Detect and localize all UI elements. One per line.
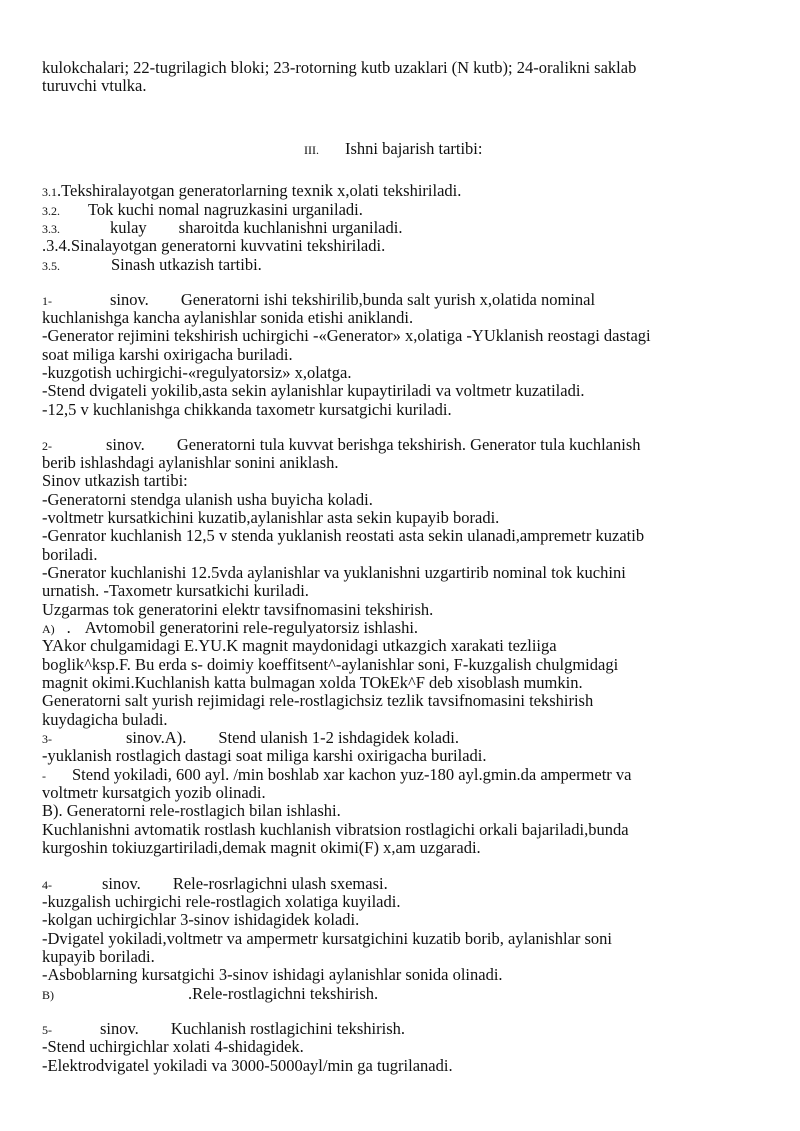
heading-text: Ishni bajarish tartibi: <box>345 139 483 158</box>
test-4-line: -kuzgalish uchirgichi rele-rostlagich xolatiga kuyiladi. <box>42 892 401 911</box>
section-heading <box>304 139 482 160</box>
intro-line: turuvchi vtulka. <box>42 76 147 95</box>
subsection-a-line: boglik^ksp.F. Bu erda s- doimiy koeffitsent^-aylanishlar soni, F-kuzgalish chulgmidagi <box>42 655 619 674</box>
test-3-line: B). Generatorni rele-rostlagich bilan ishlashi. <box>42 801 341 820</box>
test-3-line: kurgoshin tokiuzgartiriladi,demak magnit okimi(F) x,am uzgaradi. <box>42 838 481 857</box>
intro-line: kulokchalari; 22-tugrilagich bloki; 23-rotorning kutb uzaklari (N kutb); 24-oralikni saklab <box>42 58 637 77</box>
subsection-a-line: magnit okimi.Kuchlanish katta bulmagan xolda TOkEk^F deb xisoblash mumkin. <box>42 673 583 692</box>
test-3-line: -yuklanish rostlagich dastagi soat miliga karshi oxirigacha buriladi. <box>42 746 487 765</box>
subsection-a-line: YAkor chulgamidagi E.YU.K magnit maydonidagi utkazgich xarakati tezliiga <box>42 636 557 655</box>
step-item: 3.2. Tok kuchi nomal nagruzkasini urganiladi. <box>42 200 363 219</box>
step-item: .3.4.Sinalayotgan generatorni kuvvatini tekshiriladi. <box>42 236 386 255</box>
test-1-title: 1- sinov. Generatorni ishi tekshirilib,bunda salt yurish x,olatida nominal <box>42 290 596 309</box>
test-2-line: boriladi. <box>42 545 98 564</box>
step-item: 3.1.Tekshiralayotgan generatorlarning texnik x,olati tekshiriladi. <box>42 181 462 200</box>
subsection-b-title: B) .Rele-rostlagichni tekshirish. <box>42 984 379 1003</box>
test-3-line: voltmetr kursatgich yozib olinadi. <box>42 783 266 802</box>
test-1-line: kuchlanishga kancha aylanishlar sonida etishi aniklandi. <box>42 308 414 327</box>
test-2-line: berib ishlashdagi aylanishlar sonini aniklash. <box>42 453 339 472</box>
test-4-title: 4- sinov. Rele-rosrlagichni ulash sxemasi. <box>42 874 388 893</box>
test-2-line: -voltmetr kursatkichini kuzatib,aylanishlar asta sekin kupayib boradi. <box>42 508 500 527</box>
test-5-line: -Stend uchirgichlar xolati 4-shidagidek. <box>42 1037 304 1056</box>
step-item: 3.5. Sinash utkazish tartibi. <box>42 255 262 274</box>
test-1-line: -Stend dvigateli yokilib,asta sekin aylanishlar kupaytiriladi va voltmetr kuzatiladi. <box>42 381 585 400</box>
test-3-line: Kuchlanishni avtomatik rostlash kuchlanish vibratsion rostlagichi orkali bajariladi,bunda <box>42 820 629 839</box>
test-1-line: soat miliga karshi oxirigacha buriladi. <box>42 345 293 364</box>
test-2-line: -Genrator kuchlanish 12,5 v stenda yuklanish reostati asta sekin ulanadi,ampremetr kuzatib <box>42 526 645 545</box>
test-2-line: urnatish. -Taxometr kursatkichi kuriladi. <box>42 581 309 600</box>
test-1-line: -12,5 v kuchlanishga chikkanda taxometr kursatgichi kuriladi. <box>42 400 452 419</box>
test-2-line: -Gnerator kuchlanishi 12.5vda aylanishlar va yuklanishni uzgartirib nominal tok kuchini <box>42 563 626 582</box>
test-3-line: - Stend yokiladi, 600 ayl. /min boshlab xar kachon yuz-180 ayl.gmin.da ampermetr va <box>42 765 632 784</box>
test-1-line: -kuzgotish uchirgichi-«regulyatorsiz» x,olatga. <box>42 363 352 382</box>
subsection-a-line: kuydagicha buladi. <box>42 710 168 729</box>
test-5-line: -Elektrodvigatel yokiladi va 3000-5000ayl/min ga tugrilanadi. <box>42 1056 453 1075</box>
test-4-line: -Asboblarning kursatgichi 3-sinov ishidagi aylanishlar sonida olinadi. <box>42 965 503 984</box>
test-5-title: 5- sinov. Kuchlanish rostlagichini tekshirish. <box>42 1019 405 1038</box>
test-4-line: -Dvigatel yokiladi,voltmetr va ampermetr kursatgichini kuzatib borib, aylanishlar soni <box>42 929 613 948</box>
test-1-line: -Generator rejimini tekshirish uchirgichi -«Generator» x,olatiga -YUklanish reostagi dastagi <box>42 326 651 345</box>
test-4-line: -kolgan uchirgichlar 3-sinov ishidagidek koladi. <box>42 910 360 929</box>
test-2-line: -Generatorni stendga ulanish usha buyicha koladi. <box>42 490 373 509</box>
subsection-a-title: A) . Avtomobil generatorini rele-regulyatorsiz ishlashi. <box>42 618 419 637</box>
subsection-a-line: Generatorni salt yurish rejimidagi rele-rostlagichsiz tezlik tavsifnomasini tekshirish <box>42 691 594 710</box>
test-4-line: kupayib boriladi. <box>42 947 155 966</box>
test-2-line: Sinov utkazish tartibi: <box>42 471 188 490</box>
heading-number: III. <box>304 143 319 157</box>
test-3-title: 3- sinov.A). Stend ulanish 1-2 ishdagidek koladi. <box>42 728 459 747</box>
test-2-title: 2- sinov. Generatorni tula kuvvat berishga tekshirish. Generator tula kuchlanish <box>42 435 641 454</box>
step-item: 3.3. kulay sharoitda kuchlanishni urganiladi. <box>42 218 403 237</box>
test-2-line: Uzgarmas tok generatorini elektr tavsifnomasini tekshirish. <box>42 600 434 619</box>
